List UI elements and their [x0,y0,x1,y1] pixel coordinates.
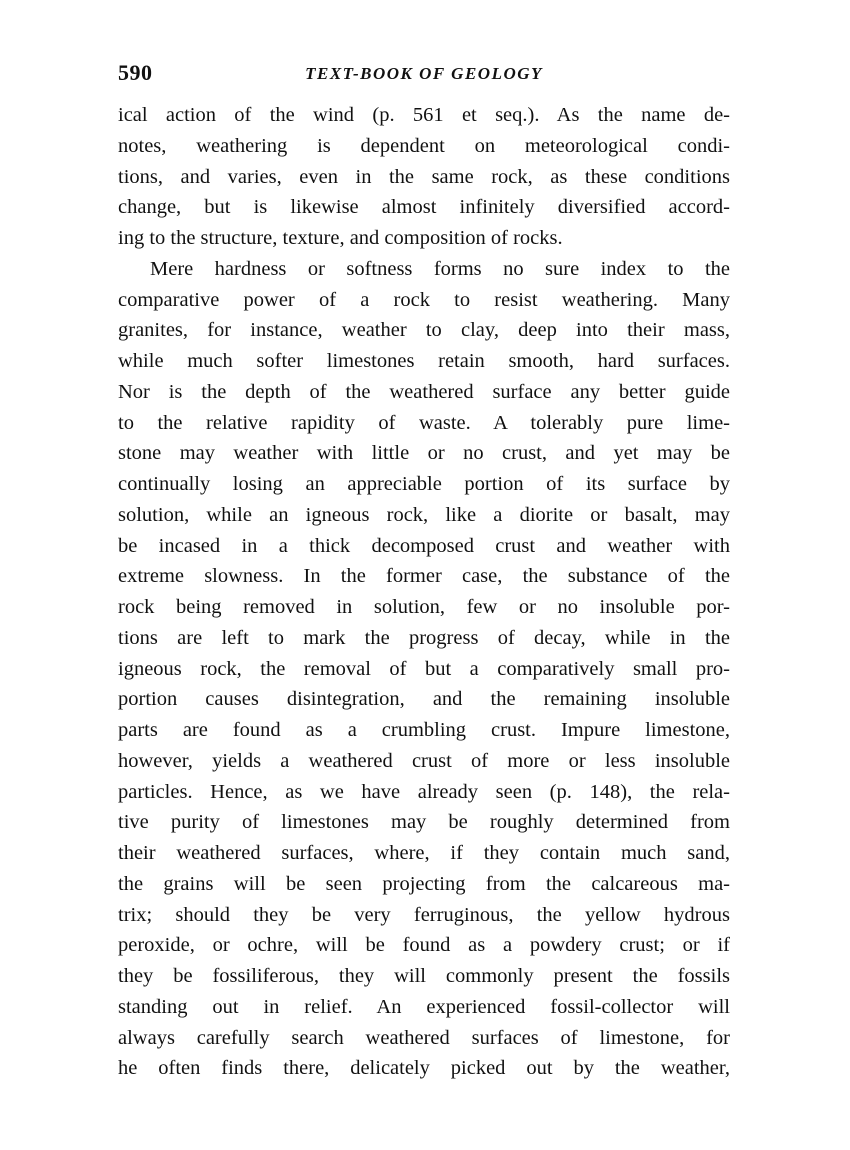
page-header [118,60,730,90]
text-line: stone may weather with little or no crust, and yet may be [118,442,730,465]
text-line: he often finds there, delicately picked out by the weather, [118,1057,730,1080]
text-line: to the relative rapidity of waste. A tolerably pure lime- [118,411,730,434]
text-line: while much softer limestones retain smooth, hard surfaces. [118,350,730,372]
text-line: Mere hardness or softness forms no sure index to the [150,257,730,280]
text-line: the grains will be seen projecting from the calcareous ma- [118,872,730,895]
text-line: ical action of the wind (p. 561 et seq.). As the name de- [118,104,730,126]
text-line: parts are found as a crumbling crust. Impure limestone, [118,719,730,741]
text-line: particles. Hence, as we have already seen (p. 148), the rela- [118,780,730,803]
body-text [118,100,730,1084]
text-line: notes, weathering is dependent on meteorological condi- [118,134,730,157]
text-line: their weathered surfaces, where, if they contain much sand, [118,842,730,864]
text-line: extreme slowness. In the former case, the substance of the [118,565,730,588]
text-line: tive purity of limestones may be roughly determined from [118,811,730,834]
text-line: change, but is likewise almost infinitely diversified accord- [118,196,730,219]
text-line: peroxide, or ochre, will be found as a powdery crust; or if [118,934,730,957]
text-line: tions, and varies, even in the same rock, as these conditions [118,165,730,188]
text-line: granites, for instance, weather to clay, deep into their mass, [118,319,730,342]
text-line: they be fossiliferous, they will commonly present the fossils [118,965,730,987]
text-line: portion causes disintegration, and the remaining insoluble [118,688,730,711]
page-number: 590 [118,60,153,85]
text-line: standing out in relief. An experienced fossil-collector will [118,995,730,1018]
text-line: tions are left to mark the progress of decay, while in the [118,626,730,649]
text-line: Nor is the depth of the weathered surface any better guide [118,380,730,403]
text-line: ing to the structure, texture, and composition of rocks. [118,227,563,249]
text-line: however, yields a weathered crust of more or less insoluble [118,749,730,772]
text-line: be incased in a thick decomposed crust and weather with [118,534,730,557]
text-line: solution, while an igneous rock, like a diorite or basalt, may [118,503,730,526]
text-line: always carefully search weathered surfaces of limestone, for [118,1026,730,1049]
text-line: comparative power of a rock to resist weathering. Many [118,288,730,311]
running-title: TEXT-BOOK OF GEOLOGY [305,64,543,83]
text-line: igneous rock, the removal of but a comparatively small pro- [118,657,730,680]
text-line: continually losing an appreciable portion of its surface by [118,473,730,495]
text-line: trix; should they be very ferruginous, the yellow hydrous [118,903,730,926]
text-line: rock being removed in solution, few or no insoluble por- [118,596,730,618]
